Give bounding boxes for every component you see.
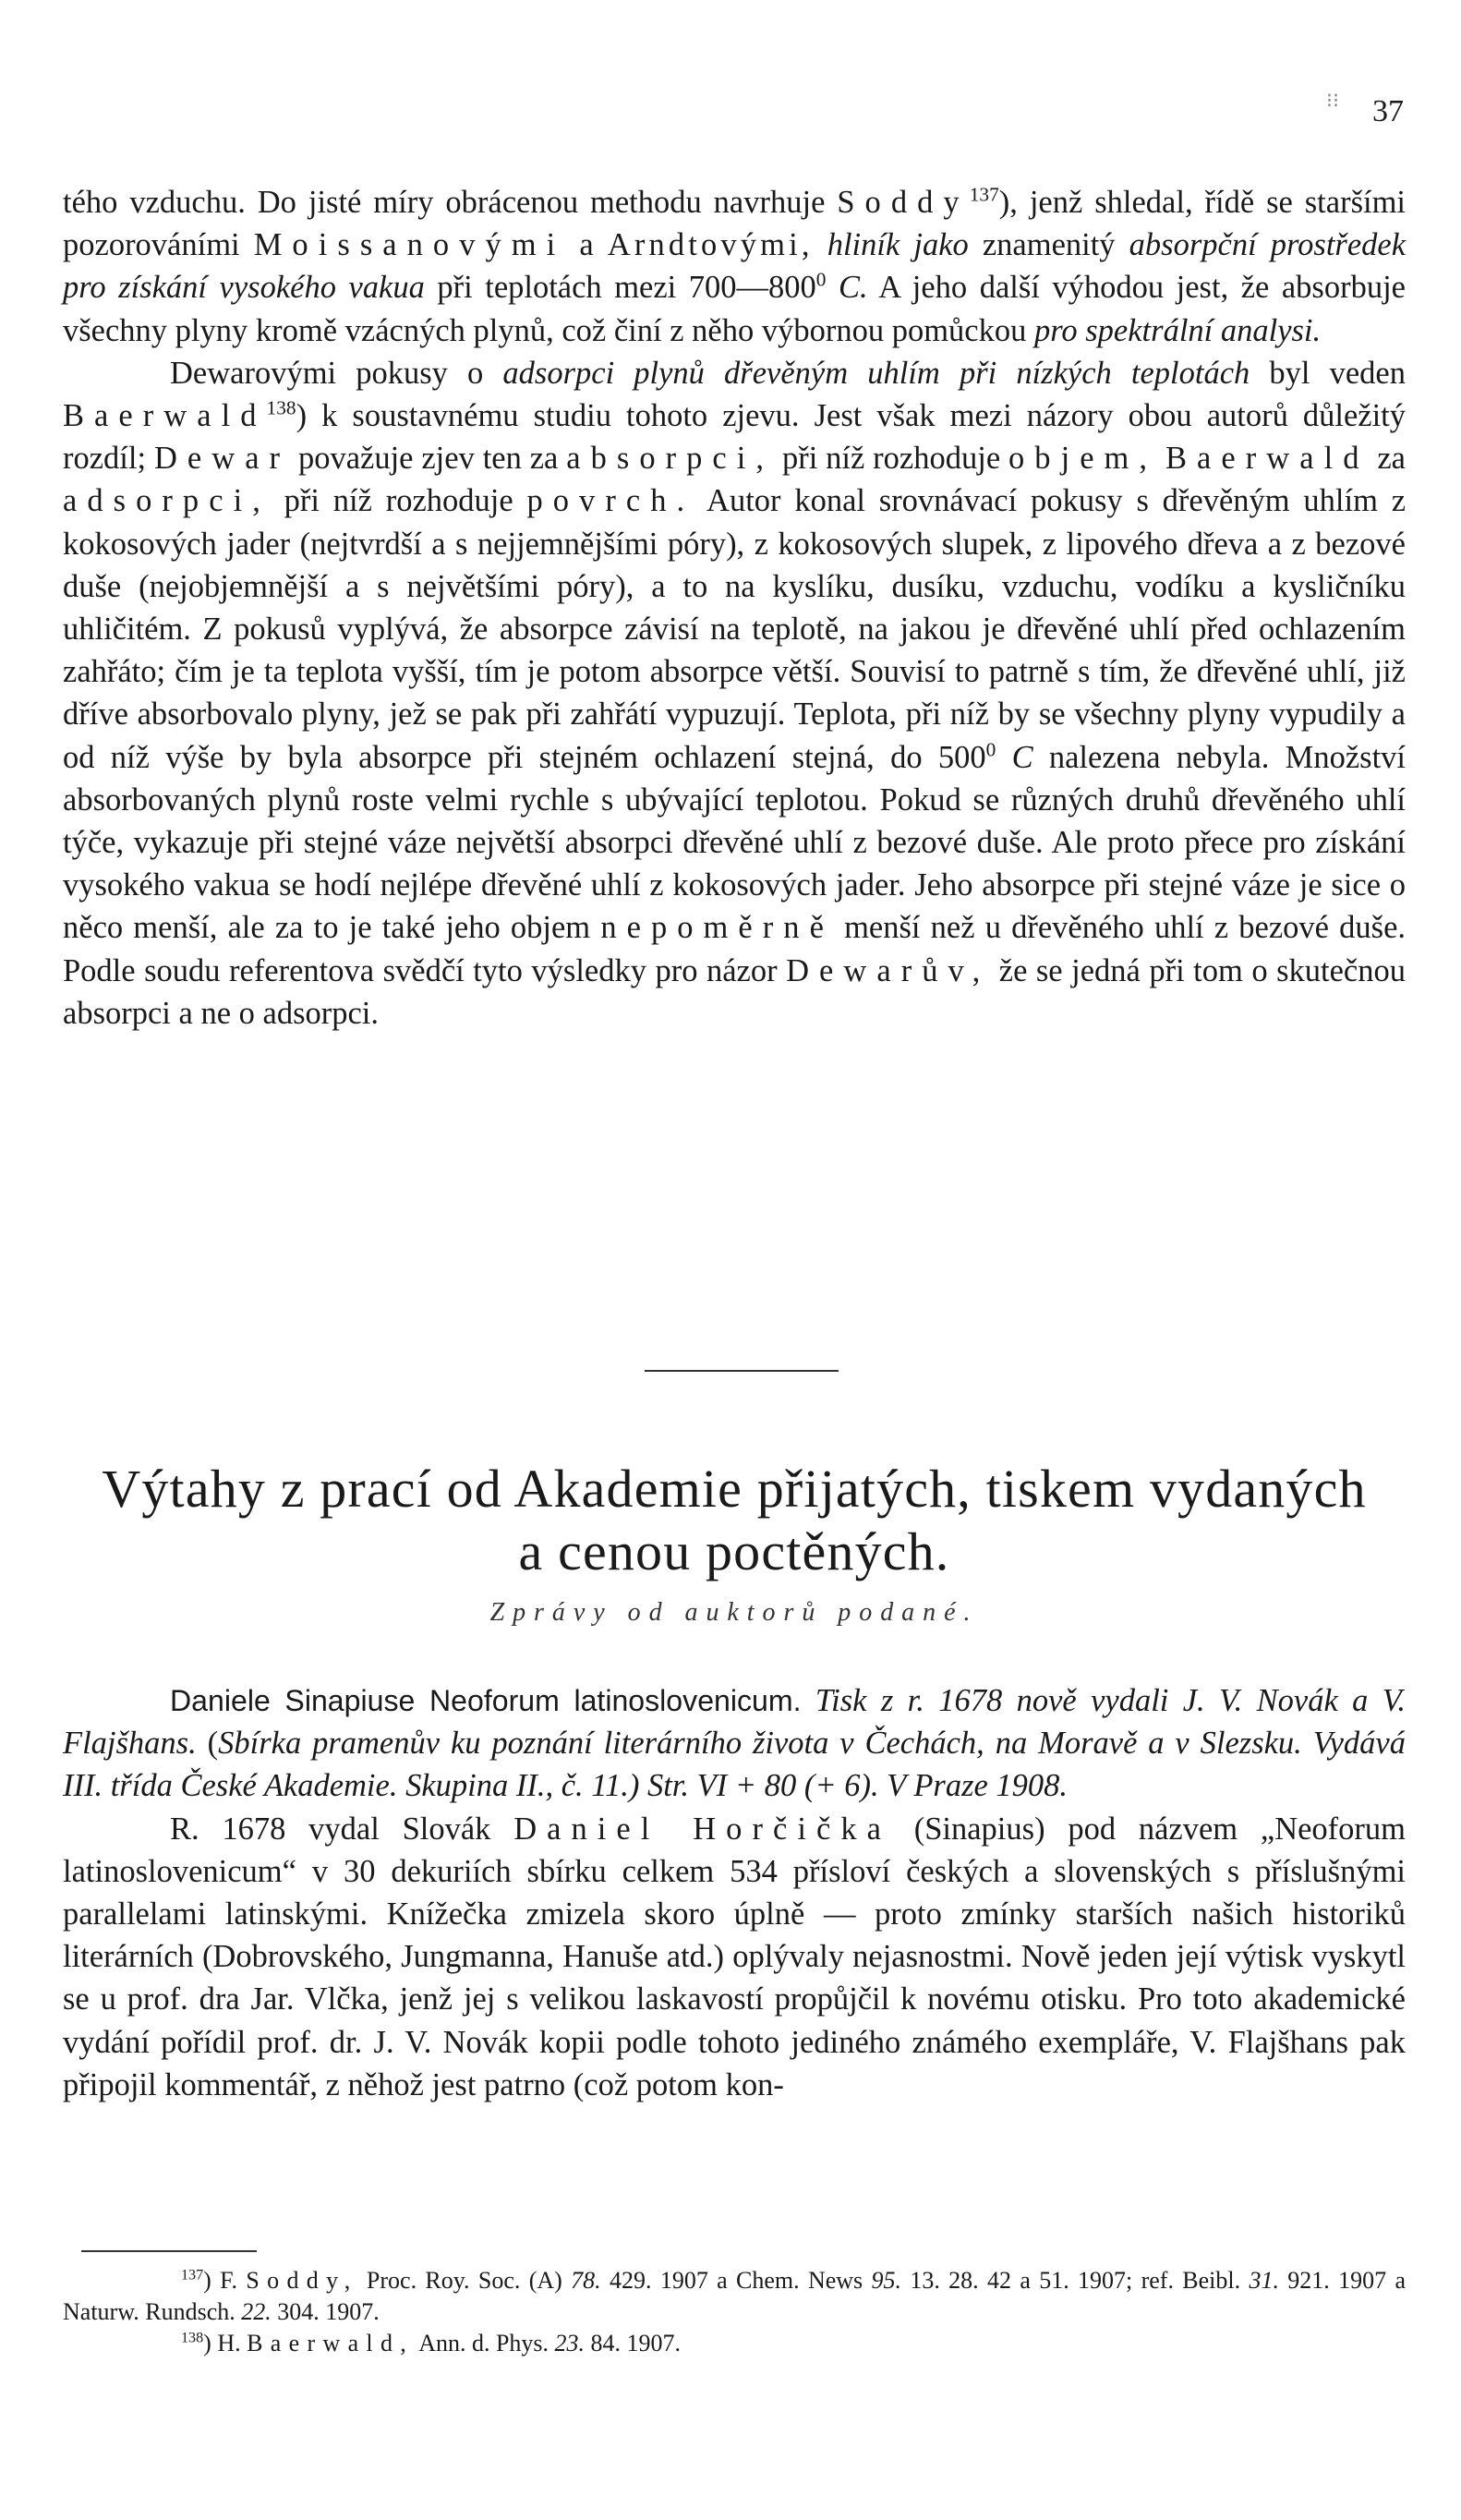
review-citation [63,1679,1406,1808]
heading-line: Výtahy z prací od Akademie přijatých, tiskem vydaných [102,1459,1367,1519]
footnote-138 [63,2328,1406,2359]
emphasis: pro spektrální analysi. [1033,312,1322,348]
emphasis: 22. [241,2298,272,2325]
emphasis: adsorpci plynů dřevěným uhlím při nízkých teplotách [502,355,1250,391]
emphasis: Tisk z r. 1678 nově vydali J. V. Novák a V. Flajšhans. [63,1683,1407,1762]
section-subheading: Zprávy od auktorů podané. [489,1598,979,1627]
footnote-number: 137 [181,2267,204,2284]
text-run: 304. 1907. [271,2298,380,2325]
article-body-review [63,1679,1406,2106]
footnote-ref: 138 [266,396,296,419]
text-run: za [1369,441,1406,477]
author-name: Soddy, [246,2267,358,2294]
text-run: Dewarovými pokusy o [170,355,503,391]
text-run: znamenitý [968,227,1129,263]
footnotes [63,2265,1406,2359]
paragraph-baerwald [63,352,1406,1035]
author-name: Soddy [837,185,970,220]
text-run: ), jenž shledal, řídě se staršími pozorováními [63,185,1407,263]
author-name: Dewarův, [786,952,991,988]
paragraph-soddy [63,181,1406,352]
spaced-term: objem, [1008,441,1158,477]
text-run: (Sinapius) pod názvem „Neoforum latinoslovenicum“ v 30 dekuriích sbírku celkem 534 přísloví českých a slovenských s příslušnými parallelami latinskými. Knížečka zmizela skoro úplně — proto zmínky starších našich historiků literárních (Dobrovského, Jungmanna, Hanuše atd.) oplývaly nejasnostmi. Nově jeden její výtisk vyskytl se u prof. dra Jar. Vlčka, jenž jej s velikou laskavostí propůjčil k novému otisku. Pro toto akademické vydání pořídil prof. dr. J. V. Novák kopii podle tohoto jediného známého exempláře, V. Flajšhans pak připojil kommentář, z něhož jest patrno (což potom kon- [63,1811,1406,2102]
author-name: Daniel Horčička [513,1811,891,1847]
author-name: Arndtovými, [607,227,814,263]
footnote-number: 138 [181,2330,204,2346]
article-body-top [63,181,1406,1035]
text-run: při níž rozhoduje [774,441,1008,477]
emphasis: 95. [871,2267,902,2294]
text-run: Autor konal srovnávací pokusy s dřevěným uhlím z kokosových jader (nejtvrdší a s nejjemnějšími póry), z kokosových slupek, z lipového dřeva a z bezové duše (nejobjemnější a s největšími póry), a to na kyslíku, dusíku, vzduchu, vodíku a kysličníku uhličitém. Z pokusů vyplývá, že absorpce závisí na teplotě, na jakou je dřevěné uhlí před ochlazením zahřáto; čím je ta teplota vyšší, tím je potom absorpce větší. Souvisí to patrně s tím, že dřevěné uhlí, již dříve absorbovalo plyny, jež se pak při zahřátí vypuzují. Teplota, při níž by se všechny plyny vypudily a od níž výše by byla absorpce při stejném ochlazení stejná, do 500 [63,483,1407,775]
author-name: Baerwald [63,398,267,434]
text-run: při teplotách mezi 700—800 [424,270,816,306]
text-run: že se jedná při tom o skutečnou absorpci a ne o adsorpci. [63,952,1406,1031]
text-run: 921. 1907 a Naturw. Rundsch. [63,2267,1407,2325]
text-run: ( [196,1726,219,1762]
page-number: 37 [1372,94,1404,128]
paragraph-sinapius [63,1808,1406,2106]
emphasis: absorpční prostředek pro získání vysokého vakua [63,227,1407,306]
section-heading [63,1458,1406,1583]
text-run [814,227,827,262]
text-run [802,1683,815,1718]
text-run [639,1768,647,1803]
author-name: Dewar [153,441,291,477]
section-divider [645,1370,839,1372]
degree-mark: 0 [985,738,996,761]
spaced-term: nepoměrně [600,910,834,946]
text-run [1157,441,1165,476]
emphasis: 78. [571,2267,601,2294]
emphasis: 31. [1249,2267,1279,2294]
text-run [996,740,1011,775]
emphasis: Str. VI + 80 (+ 6). V Praze 1908. [646,1768,1069,1804]
emphasis: hliník jako [827,227,969,263]
footnote-divider [81,2250,257,2252]
text-run: Proc. Roy. Soc. (A) [357,2267,572,2294]
degree-mark: 0 [815,268,827,291]
text-run [826,270,839,305]
text-run: byl veden [1250,355,1406,391]
author-name: Moissanovými [253,227,566,263]
text-run: ) k soustavnému studiu tohoto zjevu. Jest však mezi názory obou autorů důležitý rozdíl; [63,398,1406,477]
review-title: Daniele Sinapiuse Neoforum latinoslovenicum. [170,1684,802,1717]
footnote-137 [63,2265,1406,2328]
spaced-term: absorpci, [566,441,775,477]
text-run: menší než u dřevěného uhlí z bezové duše. Podle soudu referentova svědčí tyto výsledky pro názor [63,910,1407,988]
text-run: 84. 1907. [585,2330,682,2356]
text-run: A jeho další výhodou jest, že absorbuje všechny plyny kromě vzácných plynů, což činí z něho výbornou pomůckou [63,270,1406,348]
spaced-term: povrch. [526,483,695,519]
text-run: R. 1678 vydal Slovák [170,1811,514,1847]
heading-line: a cenou poctěných. [518,1521,950,1581]
text-run: 13. 28. 42 a 51. 1907; ref. Beibl. [901,2267,1250,2294]
text-run: 429. 1907 a Chem. News [600,2267,872,2294]
emphasis: Sbírka pramenův ku poznání literárního života v Čechách, na Moravě a v Slezsku. Vydává III. třída České Akademie. Skupina II., č. 11.) [63,1726,1406,1804]
text-run: považuje zjev ten za [290,441,567,477]
text-run: a [565,227,608,263]
footnote-ref: 137 [969,183,999,206]
emphasis: 23. [554,2330,586,2356]
emphasis: C. [838,270,868,306]
text-run: Ann. d. Phys. [414,2330,555,2356]
text-run: tého vzduchu. Do jisté míry obrácenou methodu navrhuje [63,185,838,220]
author-name: Baerwald [1165,441,1370,477]
text-run: ) F. [203,2267,247,2294]
text-run: při níž rozhoduje [270,483,527,519]
spaced-term: adsorpci, [63,483,271,519]
emphasis: C [1011,739,1033,775]
author-name: Baerwald, [247,2330,415,2356]
text-run: nalezena nebyla. Množství absorbovaných plynů roste velmi rychle s ubývající teplotou. Pokud se různých druhů dřevěného uhlí týče, vykazuje při stejné váze největší absorpci dřevěné uhlí z bezové duše. Ale proto přece pro získání vysokého vakua se hodí nejlépe dřevěné uhlí z kokosových jader. Jeho absorpce při stejné váze je sice o něco menší, ale za to je také jeho objem [63,739,1406,946]
ink-smudge: ⁝⁝ [1326,89,1339,112]
text-run: ) H. [203,2330,248,2356]
